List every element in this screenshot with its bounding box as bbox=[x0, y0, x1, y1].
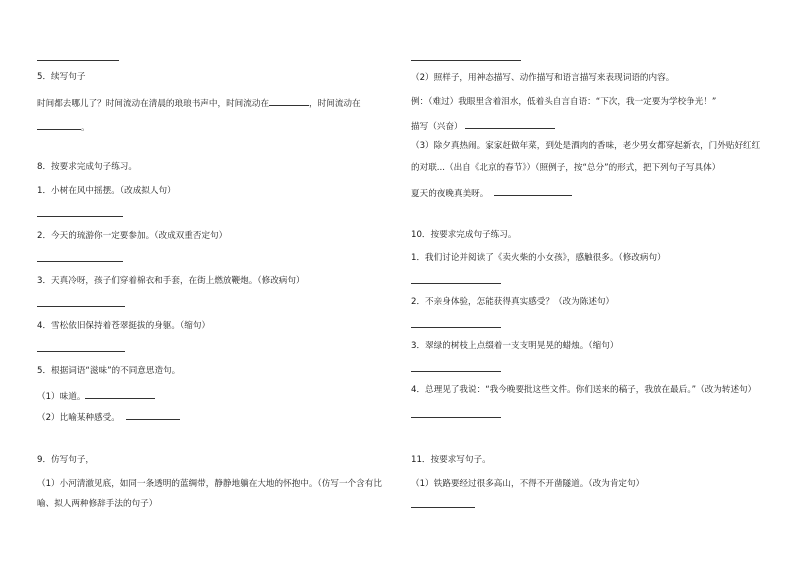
describe-prompt bbox=[411, 119, 555, 133]
item-3-prompt bbox=[411, 186, 572, 200]
q11-item-1: （1）铁路要经过很多高山，不得不开凿隧道。（改为肯定句） bbox=[411, 479, 645, 489]
item-3-line-a: （3）除夕真热闹。家家赶做年菜，到处是酒肉的香味，老少男女都穿起新衣，门外贴好红红 bbox=[411, 141, 761, 151]
q9-item-1-b: 喻、拟人两种修辞手法的句子） bbox=[37, 499, 158, 509]
answer-line bbox=[37, 60, 119, 61]
answer-line[interactable] bbox=[37, 216, 123, 217]
describe-text: 描写（兴奋） bbox=[411, 122, 463, 132]
q8-item-2: 2．今天的琉游你一定要参加。（改成双重否定句） bbox=[37, 231, 228, 241]
q8-item-5-2-text: （2）比喻某种感受。 bbox=[37, 413, 120, 423]
answer-line[interactable] bbox=[411, 371, 501, 372]
q9-item-1-a: （1）小河清澈见底，如同一条透明的蓝绸带，静静地躺在大地的怀抱中。（仿写一个含有比 bbox=[37, 479, 382, 489]
fill-blank[interactable] bbox=[494, 186, 572, 196]
fill-blank[interactable] bbox=[85, 389, 155, 399]
answer-line[interactable] bbox=[411, 60, 521, 61]
item-2-instruction: （2）照样子，用神态描写、动作描写和语言描写来表现词语的内容。 bbox=[411, 73, 675, 83]
q5-sentence bbox=[37, 96, 361, 110]
fill-blank[interactable] bbox=[126, 410, 180, 420]
q8-item-5-1-text: （1）味道。 bbox=[37, 392, 86, 402]
answer-line[interactable] bbox=[411, 283, 501, 284]
q5-text-a: 时间都去哪儿了？时间流动在清晨的琅琅书声中，时间流动在 bbox=[37, 99, 270, 109]
q11-title: 11．按要求写句子。 bbox=[411, 455, 491, 465]
q10-item-2: 2．不亲身体验，怎能获得真实感受？（改为陈述句） bbox=[411, 297, 615, 307]
q10-item-4: 4．总理见了我说：“我今晚要批这些文件。你们送来的稿子，我放在最后。”（改为转述句） bbox=[411, 385, 757, 395]
answer-line[interactable] bbox=[37, 306, 125, 307]
q8-title: 8．按要求完成句子练习。 bbox=[37, 162, 137, 172]
fill-blank[interactable] bbox=[465, 119, 555, 129]
q8-item-3: 3．天真冷呀，孩子们穿着棉衣和手套，在街上燃放鞭炮。（修改病句） bbox=[37, 276, 305, 286]
q5-continuation bbox=[37, 120, 90, 134]
answer-line[interactable] bbox=[411, 327, 501, 328]
q5-end: 。 bbox=[81, 123, 90, 133]
item-3-line-b: 的对联...（出自《北京的春节》）（照例子，按“总分”的形式，把下列句子写具体） bbox=[411, 163, 721, 173]
fill-blank[interactable] bbox=[37, 120, 81, 130]
q5-text-b: ，时间流动在 bbox=[309, 99, 361, 109]
q10-item-1: 1．我们讨论并阅读了《卖火柴的小女孩》，感触很多。（修改病句） bbox=[411, 253, 666, 263]
item-3-prompt-text: 夏天的夜晚真美呀。 bbox=[411, 189, 489, 199]
answer-line[interactable] bbox=[37, 351, 125, 352]
answer-line[interactable] bbox=[411, 507, 475, 508]
q9-title: 9．仿写句子， bbox=[37, 455, 95, 465]
q8-item-5: 5．根据词语“滋味”的不同意思造句。 bbox=[37, 366, 181, 376]
answer-line[interactable] bbox=[411, 417, 501, 418]
q10-title: 10．按要求完成句子练习。 bbox=[411, 230, 517, 240]
example-sentence: 例：（难过）我眼里含着泪水，低着头自言自语：“下次，我一定要为学校争光！” bbox=[411, 97, 717, 107]
q8-item-1: 1．小树在风中摇摆。（改成拟人句） bbox=[37, 186, 176, 196]
q5-title: 5．续写句子 bbox=[37, 72, 86, 82]
fill-blank[interactable] bbox=[269, 96, 309, 106]
q8-item-5-2 bbox=[37, 410, 180, 424]
q8-item-4: 4．雪松依旧保持着苍翠挺拔的身躯。（缩句） bbox=[37, 321, 211, 331]
q8-item-5-1 bbox=[37, 389, 155, 403]
answer-line[interactable] bbox=[37, 261, 123, 262]
q10-item-3: 3．翠绿的树枝上点缀着一支支明晃晃的蜡烛。（缩句） bbox=[411, 341, 619, 351]
